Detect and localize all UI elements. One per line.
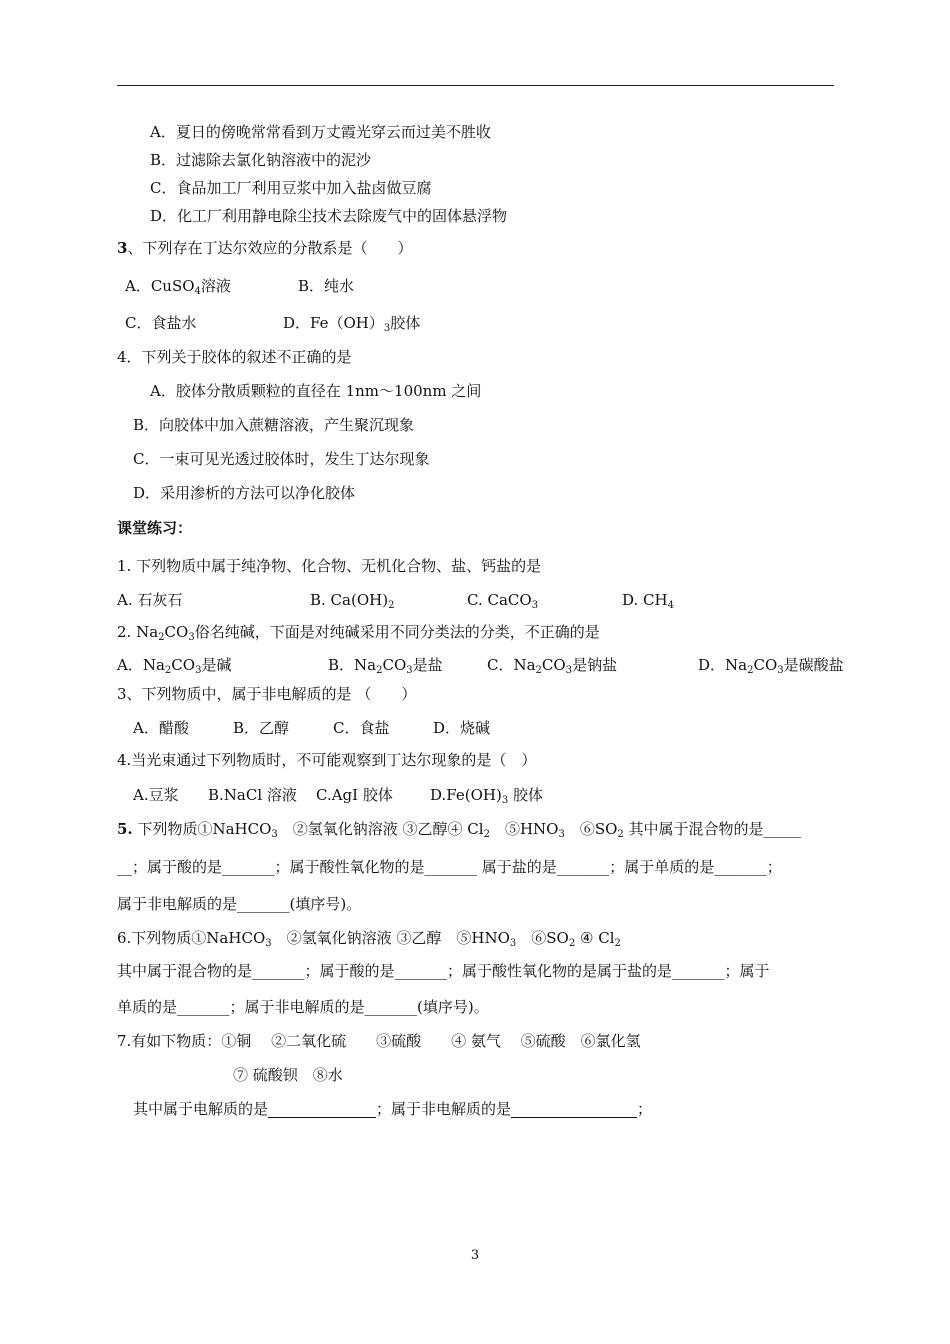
page-number: 3 bbox=[470, 1248, 480, 1263]
p4-option-d: $D.Fe(OH)_3$ 胶体 bbox=[430, 786, 543, 806]
q3-stem: 3、下列存在丁达尔效应的分散系是（ ） bbox=[117, 239, 413, 257]
q3-option-a: A．CuSO$_4$溶液 bbox=[125, 277, 231, 297]
q3-option-d: D．$Fe(OH)_3$胶体 bbox=[283, 314, 421, 334]
q2-option-c: C．食品加工厂利用豆浆中加入盐卤做豆腐 bbox=[150, 179, 432, 197]
p2-option-d: D．$Na_2CO_3$是碳酸盐 bbox=[698, 656, 844, 676]
p5-line-2: __；属于酸的是_______；属于酸性氧化物的是_______ 属于盐的是_______；属于单质的是_______； bbox=[117, 858, 782, 876]
p7-line-1: 7.有如下物质：①铜 ②二氧化硫 ③硫酸 ④ 氨气 ⑤硫酸 ⑥氯化氢 bbox=[117, 1032, 641, 1050]
p1-option-d: D. $CH_4$ bbox=[622, 591, 674, 611]
p3-option-c: C．食盐 bbox=[333, 719, 390, 737]
p1-stem: 1. 下列物质中属于纯净物、化合物、无机化合物、盐、钙盐的是 bbox=[117, 557, 542, 575]
p2-option-a: A．$Na_2CO_3$是碱 bbox=[117, 656, 232, 676]
p2-option-c: C．$Na_2CO_3$是钠盐 bbox=[487, 656, 618, 676]
p5-line-3: 属于非电解质的是_______(填序号)。 bbox=[117, 895, 362, 913]
q3-option-c: C．食盐水 bbox=[125, 314, 197, 332]
section-title: 课堂练习： bbox=[117, 519, 193, 537]
q4-option-a: A．胶体分散质颗粒的直径在 1nm～100nm 之间 bbox=[150, 382, 482, 400]
p6-line-2: 其中属于混合物的是_______；属于酸的是_______；属于酸性氧化物的是属于盐的是_______；属于 bbox=[117, 962, 770, 980]
p2-option-b: B．$Na_2CO_3$是盐 bbox=[328, 656, 443, 676]
p7-line-2: ⑦ 硫酸钡 ⑧水 bbox=[233, 1066, 343, 1084]
p3-stem: 3、下列物质中，属于非电解质的是 （ ） bbox=[117, 685, 417, 703]
q2-option-a: A．夏日的傍晚常常看到万丈霞光穿云而过美不胜收 bbox=[150, 123, 491, 141]
q3-option-b: B．纯水 bbox=[298, 277, 355, 295]
q4-option-c: C．一束可见光透过胶体时，发生丁达尔现象 bbox=[133, 450, 430, 468]
nonelectrolyte-answer-blank[interactable] bbox=[511, 1101, 637, 1118]
p1-option-c: C. CaCO$_3$ bbox=[467, 591, 539, 611]
p6-line-3: 单质的是_______；属于非电解质的是_______(填序号)。 bbox=[117, 998, 489, 1016]
p3-option-a: A．醋酸 bbox=[133, 719, 189, 737]
p7-line-3: 其中属于电解质的是 ；属于非电解质的是 ； bbox=[133, 1100, 653, 1118]
p1-option-a: A. 石灰石 bbox=[117, 591, 183, 609]
q2-option-b: B．过滤除去氯化钠溶液中的泥沙 bbox=[150, 151, 372, 169]
q4-option-d: D．采用渗析的方法可以净化胶体 bbox=[133, 484, 356, 502]
p3-option-b: B．乙醇 bbox=[233, 719, 290, 737]
electrolyte-answer-blank[interactable] bbox=[268, 1101, 376, 1118]
p3-option-d: D．烧碱 bbox=[433, 719, 491, 737]
p4-option-c: C.AgI 胶体 bbox=[316, 786, 393, 804]
q2-option-d: D．化工厂利用静电除尘技术去除废气中的固体悬浮物 bbox=[150, 207, 508, 225]
header-rule bbox=[117, 85, 834, 86]
q4-stem: 4．下列关于胶体的叙述不正确的是 bbox=[117, 348, 352, 366]
q4-option-b: B．向胶体中加入蔗糖溶液，产生聚沉现象 bbox=[133, 416, 415, 434]
p6-line-1: 6.下列物质①NaHCO$_3$ ②氢氧化钠溶液 ③乙醇 $⑤HNO_3$ $⑥SO_2$ ④ $Cl_2$ bbox=[117, 929, 621, 949]
p2-stem: 2. $Na_2CO_3$俗名纯碱，下面是对纯碱采用不同分类法的分类，不正确的是 bbox=[117, 623, 600, 643]
p4-option-b: B.NaCl 溶液 bbox=[208, 786, 297, 804]
p5-line-1: 5. 下列物质①NaHCO$_3$ ②氢氧化钠溶液 ③乙醇④ $Cl_2$ $⑤HNO_3$ $⑥SO_2$ 其中属于混合物的是_____ bbox=[117, 820, 802, 840]
p1-option-b: B. $Ca(OH)_2$ bbox=[310, 591, 395, 611]
p4-stem: 4.当光束通过下列物质时，不可能观察到丁达尔现象的是（ ） bbox=[117, 751, 537, 769]
p4-option-a: A.豆浆 bbox=[133, 786, 179, 804]
